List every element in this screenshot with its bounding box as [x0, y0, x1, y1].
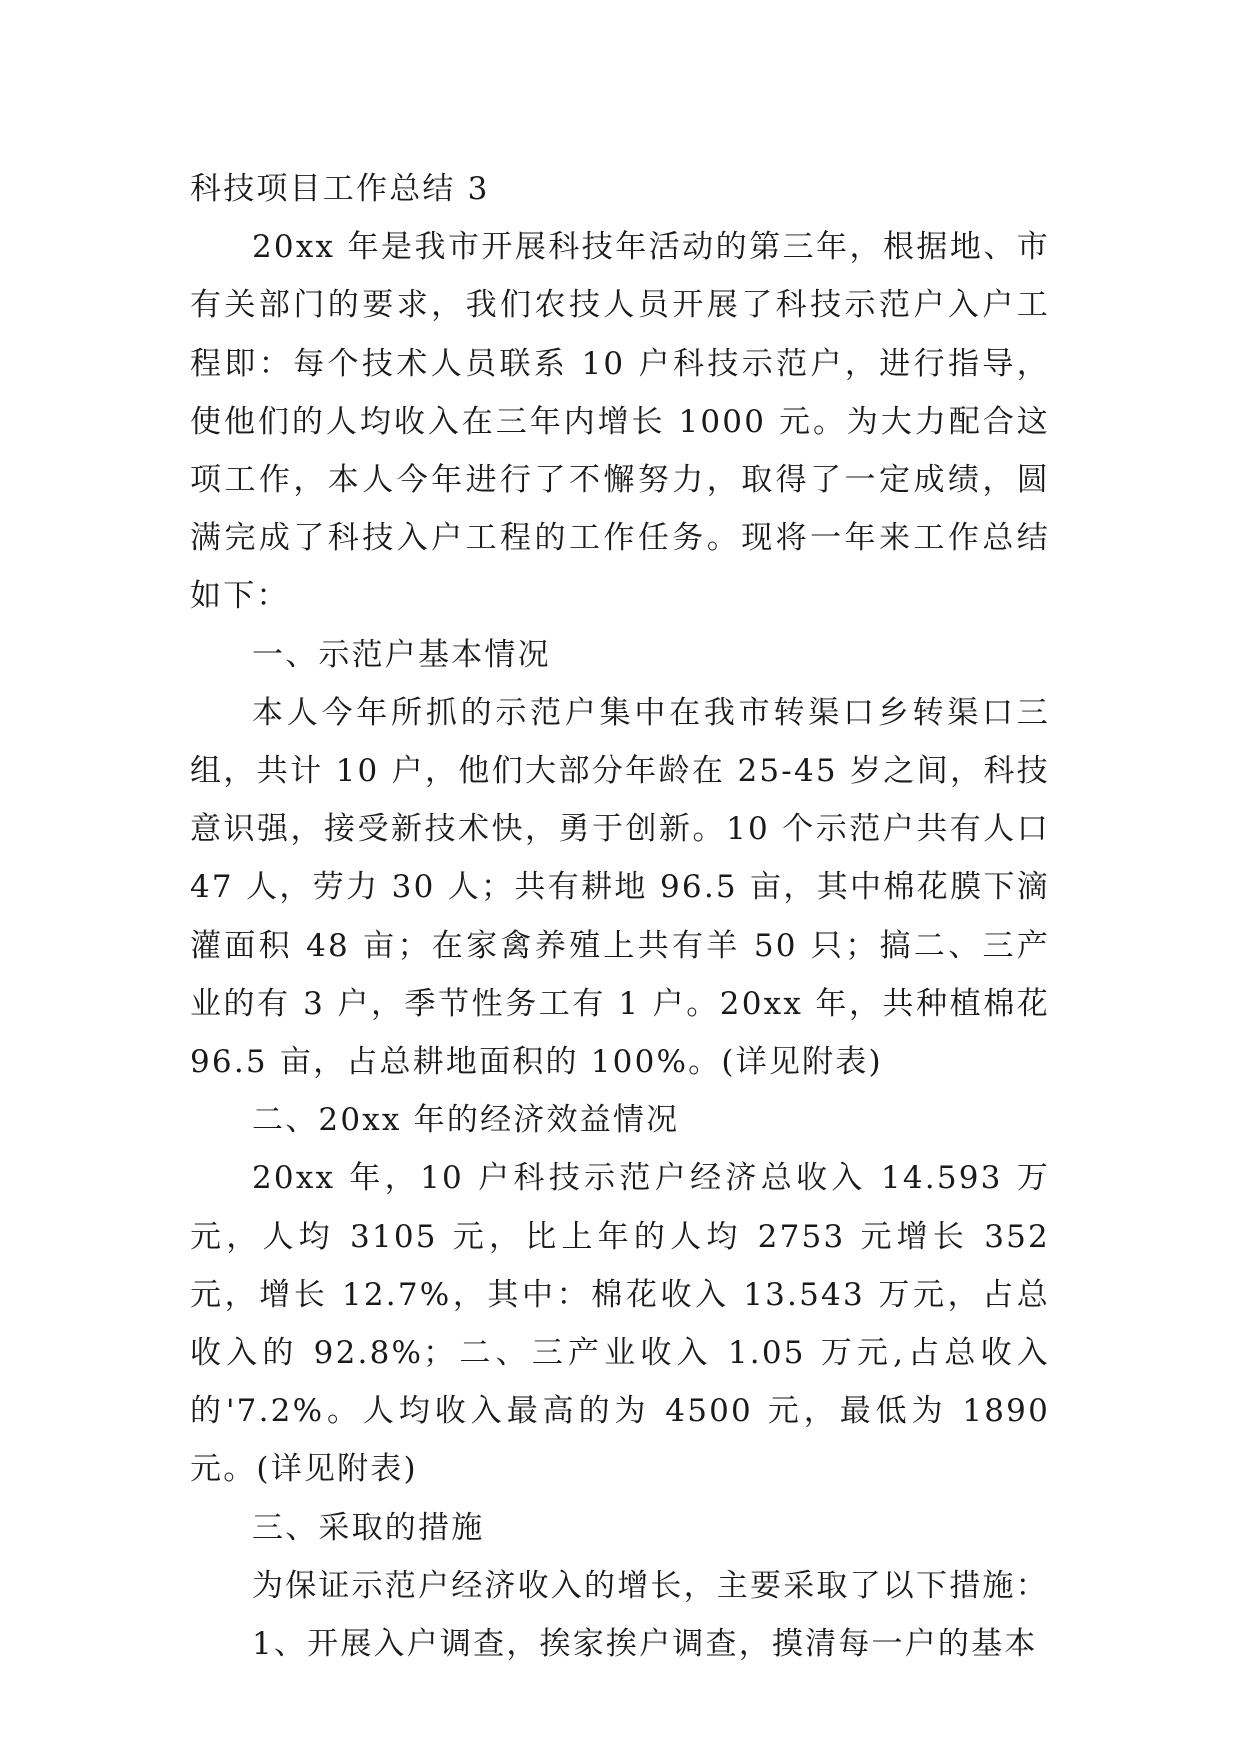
section-heading-3: 三、采取的措施: [252, 1509, 485, 1546]
section-heading-2: 二、20xx 年的经济效益情况: [252, 1102, 680, 1139]
document-body: [190, 160, 1050, 1673]
section-3-paragraph: 为保证示范户经济收入的增长，主要采取了以下措施：: [252, 1567, 1049, 1604]
section-1-paragraph: 本人今年所抓的示范户集中在我市转渠口乡转渠口三组，共计 10 户，他们大部分年龄在 25-45 岁之间，科技意识强，接受新技术快，勇于创新。10 个示范户共有人口 47 人，劳力 30 人；共有耕地 96.5 亩，其中棉花膜下滴灌面积 48 亩；在家禽养殖上共有羊 50 只；搞二、三产业的有 3 户，季节性务工有 1 户。20xx 年，共种植棉花 96.5 亩，占总耕地面积的 100%。(详见附表): [190, 694, 1050, 1081]
document-title: 科技项目工作总结 3: [190, 171, 490, 207]
section-heading-1: 一、示范户基本情况: [252, 636, 551, 673]
section-2-paragraph: 20xx 年，10 户科技示范户经济总收入 14.593 万元，人均 3105 元，比上年的人均 2753 元增长 352 元，增长 12.7%，其中：棉花收入 13.543 万元，占总收入的 92.8%；二、三产业收入 1.05 万元,占总收入的'7.2%。人均收入最高的为 4500 元，最低为 1890 元。(详见附表): [190, 1160, 1050, 1488]
intro-paragraph: 20xx 年是我市开展科技年活动的第三年，根据地、市有关部门的要求，我们农技人员开展了科技示范户入户工程即：每个技术人员联系 10 户科技示范户，进行指导，使他们的人均收入在三年内增长 1000 元。为大力配合这项工作，本人今年进行了不懈努力，取得了一定成绩，圆满完成了科技入户工程的工作任务。现将一年来工作总结如下：: [190, 229, 1050, 615]
measure-item-1: 1、开展入户调查，挨家挨户调查，摸清每一户的基本: [252, 1626, 1038, 1663]
